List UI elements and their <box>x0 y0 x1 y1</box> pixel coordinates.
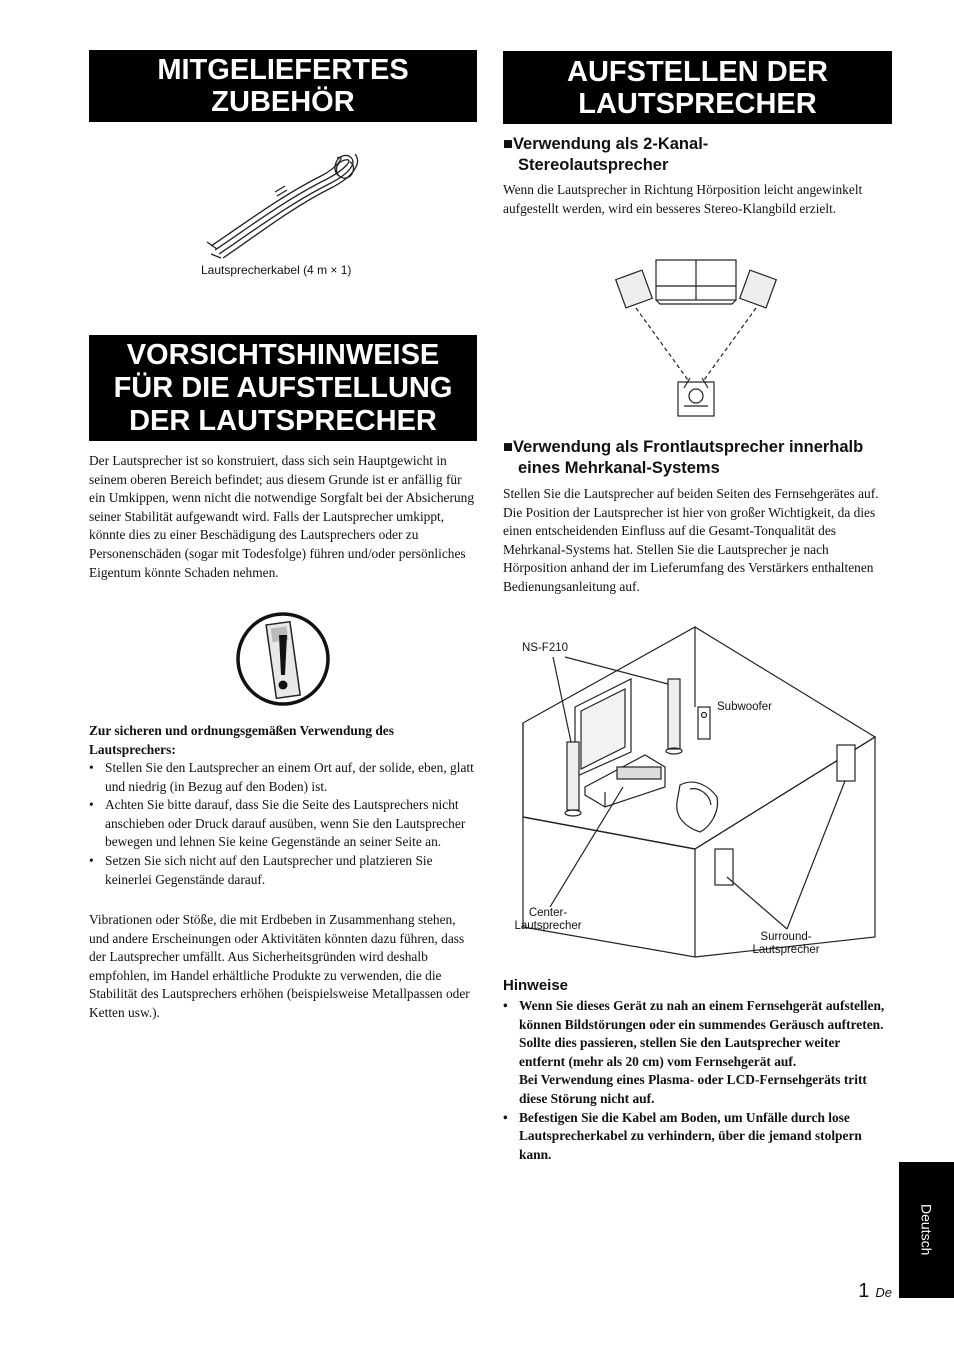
page-language: De <box>875 1285 892 1300</box>
precautions-text: Der Lautsprecher ist so konstruiert, dass sich sein Hauptgewicht in seinem oberen Bereich befindet; aus diesem Grunde ist er anfällig für ein Umkippen, wenn nicht die notwendige Sorgfalt bei der Absicherung seiner Stabilität aufgewandt wird. Falls der Lautsprecher umkippt, könnte dies zu einer Beschädigung des Lautsprechers oder zu Personenschäden (sogar mit Todesfolge) führen und/oder persönliches Eigentum könnte Schaden nehmen. <box>89 453 475 580</box>
label-center-line-1: Center- <box>528 907 568 919</box>
accessories-title-line-1: MITGELIEFERTES <box>157 54 409 86</box>
page-number <box>858 1280 892 1303</box>
setup-title <box>503 51 892 124</box>
label-surround-line-2: Lautsprecher <box>752 943 820 956</box>
label-surround <box>746 931 826 956</box>
notes-list <box>503 997 888 1164</box>
setup-title-line-2: LAUTSPRECHER <box>578 87 817 120</box>
front-text: Stellen Sie die Lautsprecher auf beiden Seiten des Fernsehgerätes auf. Die Position der Lautsprecher ist hier von großer Wichtigkeit, da dies einen entscheidenden Einfluss auf die Gesamt-Tonqualität des Mehrkanal-Systems hat. Stellen Sie die Lautsprecher je nach Hörposition anhand der im Lieferumfang des Verstärkers enthaltenen Bedienungsanleitung auf. <box>503 486 879 594</box>
precautions-title-line-2: FÜR DIE AUFSTELLUNG <box>113 371 453 404</box>
precautions-title-line-1: VORSICHTSHINWEISE <box>126 338 440 371</box>
front-heading: ■Verwendung als Frontlautsprecher innerhalb eines Mehrkanal-Systems <box>503 438 864 477</box>
accessories-title-line-2: ZUBEHÖR <box>211 86 355 118</box>
list-item <box>503 997 888 1109</box>
language-tab <box>899 1162 954 1298</box>
list-item: • Befestigen Sie die Kabel am Boden, um Unfälle durch lose Lautsprecherkabel zu verhindern, über die jemand stolpern kann. <box>503 1109 888 1165</box>
stereo-placement-diagram <box>612 256 782 424</box>
label-center-line-2: Lautsprecher <box>514 919 582 932</box>
language-tab-label: Deutsch <box>918 1204 935 1256</box>
cable-caption: Lautsprecherkabel (4 m × 1) <box>201 263 352 277</box>
label-model: NS-F210 <box>522 642 569 654</box>
list-item: • Setzen Sie sich nicht auf den Lautsprecher und platzieren Sie keinerlei Gegenstände darauf. <box>89 852 477 889</box>
list-item: • Achten Sie bitte darauf, dass Sie die Seite des Lautsprechers nicht anschieben oder Druck darauf ausüben, wenn Sie den Lautsprecher bewegen und lehnen Sie keine Gegenstände an seiner Seite an. <box>89 796 477 852</box>
label-subwoofer: Subwoofer <box>717 701 772 713</box>
stereo-text: Wenn die Lautsprecher in Richtung Hörposition leicht angewinkelt aufgestellt werden, wird ein besseres Stereo-Klangbild erzielt. <box>503 182 863 216</box>
setup-title-line-1: AUFSTELLEN DER <box>567 55 828 88</box>
label-center <box>508 907 588 932</box>
precautions-title <box>89 335 477 441</box>
list-item: • Stellen Sie den Lautsprecher an einem Ort auf, der solide, eben, glatt und niedrig (in Bezug auf den Boden) ist. <box>89 759 477 796</box>
page-number-value: 1 <box>858 1280 870 1302</box>
precautions-title-line-3: DER LAUTSPRECHER <box>129 404 437 437</box>
note-extra-text: Bei Verwendung eines Plasma- oder LCD-Fernsehgeräts tritt diese Störung nicht auf. <box>519 1072 867 1106</box>
speaker-cable-illustration <box>205 150 365 260</box>
note-text: Wenn Sie dieses Gerät zu nah an einem Fernsehgerät aufstellen, können Bildstörungen oder ein summendes Geräusch auftreten. Sollte dies passieren, stellen Sie den Lautsprecher weiter entfernt (mehr als 20 cm) vom Fernsehgerät auf. <box>519 998 885 1069</box>
safe-use-list <box>89 759 477 889</box>
tip-over-warning-icon <box>235 611 331 707</box>
label-surround-line-1: Surround- <box>760 931 812 943</box>
safe-use-heading: Zur sicheren und ordnungsgemäßen Verwendung des Lautsprechers: <box>89 723 394 757</box>
notes-heading: Hinweise <box>503 977 569 994</box>
stereo-heading: ■Verwendung als 2-Kanal-Stereolautsprecher <box>503 135 709 174</box>
accessories-title <box>89 50 477 122</box>
vibration-text: Vibrationen oder Stöße, die mit Erdbeben in Zusammenhang stehen, und andere Erscheinungen oder Aktivitäten könnten dazu führen, dass der Lautsprecher umfällt. Aus Sicherheitsgründen wird deshalb empfohlen, im Handel erhältliche Produkte zu verwenden, die die Stabilität des Lautsprechers erhöhen (beispielsweise Metallpassen oder Ketten usw.). <box>89 912 470 1020</box>
